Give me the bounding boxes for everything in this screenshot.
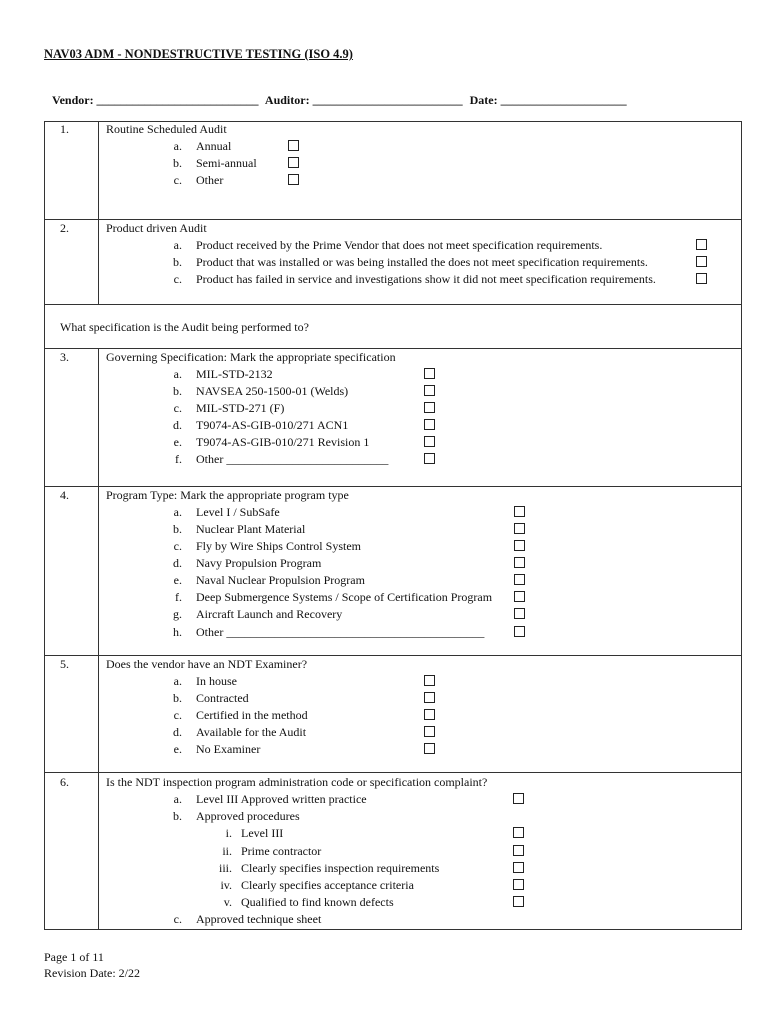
item-text: Other ___________________________________________ xyxy=(196,625,485,639)
checkbox[interactable] xyxy=(696,256,707,267)
checkbox[interactable] xyxy=(424,692,435,703)
item-text: Naval Nuclear Propulsion Program xyxy=(196,573,365,587)
item-letter: e. xyxy=(173,435,182,449)
item-letter: d. xyxy=(173,418,182,432)
column-divider xyxy=(98,121,99,304)
item-letter: a. xyxy=(173,238,182,252)
item-text: Certified in the method xyxy=(196,708,308,722)
item-letter: e. xyxy=(173,742,182,756)
checkbox[interactable] xyxy=(514,626,525,637)
item-text: Deep Submergence Systems / Scope of Certification Program xyxy=(196,590,493,604)
item-text: MIL-STD-2132 xyxy=(196,367,273,381)
item-letter: b. xyxy=(173,255,182,269)
checkbox[interactable] xyxy=(513,879,524,890)
section-number: 1. xyxy=(60,122,69,136)
column-divider xyxy=(98,348,99,930)
item-text: Nuclear Plant Material xyxy=(196,522,306,536)
section-number: 3. xyxy=(60,350,69,364)
page-number: Page 1 of 11 xyxy=(44,950,104,964)
section-number: 5. xyxy=(60,657,69,671)
item-letter: d. xyxy=(173,556,182,570)
section-question: Product driven Audit xyxy=(106,221,207,235)
item-letter: c. xyxy=(173,173,182,187)
header-fields xyxy=(52,93,631,108)
section-question: Routine Scheduled Audit xyxy=(106,122,227,136)
item-text: Level III Approved written practice xyxy=(196,792,367,806)
item-text: Product that was installed or was being installed the does not meet specification requirements. xyxy=(196,255,648,269)
vendor-field[interactable]: Vendor: ___________________________ xyxy=(52,93,259,107)
item-letter: f. xyxy=(175,452,182,466)
section-question: Governing Specification: Mark the appropriate specification xyxy=(106,350,396,364)
item-numeral: v. xyxy=(223,895,232,909)
item-text: No Examiner xyxy=(196,742,261,756)
section-number: 6. xyxy=(60,775,69,789)
row-divider xyxy=(44,486,742,487)
item-text: Contracted xyxy=(196,691,249,705)
checkbox[interactable] xyxy=(696,239,707,250)
item-text: Level III xyxy=(241,826,284,840)
checkbox[interactable] xyxy=(514,557,525,568)
item-text: T9074-AS-GIB-010/271 Revision 1 xyxy=(196,435,370,449)
section-question: Program Type: Mark the appropriate program type xyxy=(106,488,349,502)
checkbox-annual[interactable] xyxy=(288,140,299,151)
checkbox[interactable] xyxy=(424,385,435,396)
section-question: Is the NDT inspection program administration code or specification complaint? xyxy=(106,775,488,789)
item-numeral: iii. xyxy=(218,861,232,875)
checkbox[interactable] xyxy=(513,845,524,856)
checkbox[interactable] xyxy=(514,540,525,551)
checkbox[interactable] xyxy=(513,896,524,907)
checkbox[interactable] xyxy=(424,436,435,447)
item-letter: b. xyxy=(173,522,182,536)
item-letter: h. xyxy=(173,625,182,639)
item-letter: c. xyxy=(173,401,182,415)
item-numeral: iv. xyxy=(220,878,232,892)
checkbox[interactable] xyxy=(514,574,525,585)
row-divider xyxy=(44,348,742,349)
item-text: In house xyxy=(196,674,237,688)
checkbox[interactable] xyxy=(514,608,525,619)
item-text: Level I / SubSafe xyxy=(196,505,280,519)
checkbox[interactable] xyxy=(514,591,525,602)
checkbox[interactable] xyxy=(513,862,524,873)
auditor-field[interactable]: Auditor: _________________________ xyxy=(264,93,463,107)
item-letter: a. xyxy=(173,674,182,688)
item-text: Aircraft Launch and Recovery xyxy=(196,607,343,621)
item-letter: f. xyxy=(175,590,182,604)
item-text: Available for the Audit xyxy=(196,725,307,739)
item-letter: a. xyxy=(173,792,182,806)
item-text: Approved technique sheet xyxy=(196,912,322,926)
item-letter: b. xyxy=(173,809,182,823)
checkbox[interactable] xyxy=(696,273,707,284)
checkbox[interactable] xyxy=(424,402,435,413)
item-numeral: ii. xyxy=(222,844,232,858)
item-text: Other xyxy=(196,173,224,187)
checkbox[interactable] xyxy=(424,726,435,737)
checkbox[interactable] xyxy=(514,523,525,534)
section-question: Does the vendor have an NDT Examiner? xyxy=(106,657,308,671)
item-letter: g. xyxy=(173,607,182,621)
checkbox[interactable] xyxy=(424,419,435,430)
row-divider xyxy=(44,655,742,656)
checkbox[interactable] xyxy=(513,793,524,804)
item-text: Semi-annual xyxy=(196,156,257,170)
spec-question: What specification is the Audit being performed to? xyxy=(60,320,309,334)
item-letter: c. xyxy=(173,539,182,553)
checkbox[interactable] xyxy=(424,709,435,720)
item-letter: d. xyxy=(173,725,182,739)
checkbox[interactable] xyxy=(424,453,435,464)
item-letter: e. xyxy=(173,573,182,587)
checkbox[interactable] xyxy=(514,506,525,517)
row-divider xyxy=(44,219,742,220)
checkbox[interactable] xyxy=(424,743,435,754)
checkbox[interactable] xyxy=(513,827,524,838)
row-divider xyxy=(44,304,742,305)
item-letter: b. xyxy=(173,384,182,398)
item-text: Fly by Wire Ships Control System xyxy=(196,539,361,553)
item-text: Approved procedures xyxy=(196,809,300,823)
row-divider xyxy=(44,772,742,773)
document-title: NAV03 ADM - NONDESTRUCTIVE TESTING (ISO 4.9) xyxy=(44,47,353,61)
item-text: Navy Propulsion Program xyxy=(196,556,322,570)
item-letter: c. xyxy=(173,912,182,926)
checkbox-semi-annual[interactable] xyxy=(288,157,299,168)
section-number: 4. xyxy=(60,488,69,502)
item-text: NAVSEA 250-1500-01 (Welds) xyxy=(196,384,349,398)
item-text: MIL-STD-271 (F) xyxy=(196,401,285,415)
item-letter: c. xyxy=(173,272,182,286)
item-letter: b. xyxy=(173,691,182,705)
item-letter: a. xyxy=(173,367,182,381)
section-number: 2. xyxy=(60,221,69,235)
item-letter: b. xyxy=(173,156,182,170)
revision-date: Revision Date: 2/22 xyxy=(44,966,140,980)
item-text: Product received by the Prime Vendor that does not meet specification requirements. xyxy=(196,238,603,252)
item-text: Qualified to find known defects xyxy=(241,895,394,909)
date-field[interactable]: Date: _____________________ xyxy=(469,93,627,107)
item-numeral: i. xyxy=(225,826,232,840)
item-text: Clearly specifies acceptance criteria xyxy=(241,878,414,892)
item-text: Other ___________________________ xyxy=(196,452,389,466)
item-letter: c. xyxy=(173,708,182,722)
checkbox-other[interactable] xyxy=(288,174,299,185)
item-text: Clearly specifies inspection requirements xyxy=(241,861,440,875)
item-letter: a. xyxy=(173,505,182,519)
item-letter: a. xyxy=(173,139,182,153)
item-text: Annual xyxy=(196,139,232,153)
checkbox[interactable] xyxy=(424,675,435,686)
checkbox[interactable] xyxy=(424,368,435,379)
item-text: Prime contractor xyxy=(241,844,322,858)
item-text: T9074-AS-GIB-010/271 ACN1 xyxy=(196,418,349,432)
item-text: Product has failed in service and investigations show it did not meet specification requirements. xyxy=(196,272,656,286)
